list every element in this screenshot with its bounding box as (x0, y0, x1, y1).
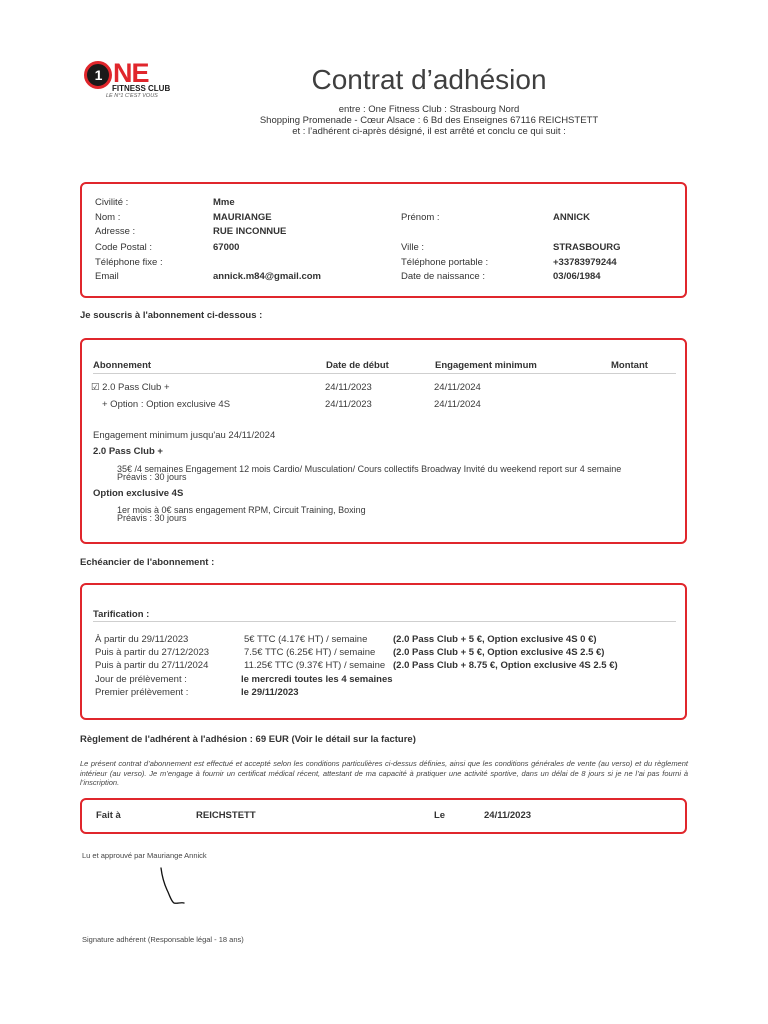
tel-port-label: Téléphone portable : (401, 257, 489, 268)
subscription-heading: Je souscris à l'abonnement ci-dessous : (80, 310, 263, 321)
premier-prelevement-value: le 29/11/2023 (241, 687, 299, 698)
ville-value: STRASBOURG (553, 242, 621, 253)
one-fitness-logo: 1 NE FITNESS CLUB LE N°1 C'EST VOUS (84, 58, 184, 100)
schedule-row-detail: (2.0 Pass Club + 5 €, Option exclusive 4S 0 €) (393, 634, 597, 645)
page-title: Contrat d’adhésion (311, 64, 547, 95)
contract-intro: entre : One Fitness Club : Strasbourg Nord Shopping Promenade - Cœur Alsace : 6 Bd des Enseignes 67116 REICHSTETT et : l’adhérent ci-après désigné, il est arrêté et conclu ce qui suit : (259, 104, 599, 137)
prelevement-label: Jour de prélèvement : (95, 674, 187, 685)
cp-label: Code Postal : (95, 242, 153, 253)
tarification-label: Tarification : (93, 609, 150, 620)
fait-a-value: REICHSTETT (196, 810, 256, 821)
naissance-label: Date de naissance : (401, 271, 485, 282)
table-row-option-engagement: 24/11/2024 (434, 399, 481, 410)
tel-fixe-label: Téléphone fixe : (95, 257, 163, 268)
legal-text: Le présent contrat d’abonnement est effectué et accepté selon les conditions particulières ci-dessus définies, ainsi que les conditions générales de vente (au verso) et du règlement intérieur (au verso). Je m’engage à fournir un certificat médical récent, attestant de ma capacité à pratiquer une activité sportive, dans un délai de 8 jours si je ne l’ai pas fourni à l’inscription. (80, 759, 688, 787)
approved-text: Lu et approuvé par Mauriange Annick (82, 851, 207, 860)
civilite-value: Mme (213, 197, 235, 208)
place-date-box (80, 798, 687, 834)
table-row-pass-engagement: 24/11/2024 (434, 382, 481, 393)
adresse-label: Adresse : (95, 226, 136, 237)
nom-label: Nom : (95, 212, 121, 223)
schedule-row-period: Puis à partir du 27/12/2023 (95, 647, 210, 658)
schedule-row-detail: (2.0 Pass Club + 8.75 €, Option exclusive 4S 2.5 €) (393, 660, 618, 671)
pass-description: 35€ /4 semaines Engagement 12 mois Cardio/ Musculation/ Cours collectifs Broadway Invité du weekend report sur 4 semaine (117, 464, 622, 474)
schedule-row-price: 7.5€ TTC (6.25€ HT) / semaine (244, 647, 376, 658)
table-divider (93, 373, 676, 374)
signature-image (150, 862, 195, 910)
schedule-box (80, 583, 687, 720)
col-date-debut: Date de début (326, 360, 389, 371)
prelevement-value: le mercredi toutes les 4 semaines (241, 674, 393, 685)
table-row-option-start: 24/11/2023 (325, 399, 372, 410)
table-row-pass-start: 24/11/2023 (325, 382, 372, 393)
pass-preavis: Préavis : 30 jours (117, 472, 187, 482)
signature-caption: Signature adhérent (Responsable légal - 18 ans) (82, 935, 244, 944)
tel-port-value: +33783979244 (553, 257, 617, 268)
le-value: 24/11/2023 (484, 810, 532, 821)
schedule-row-period: À partir du 29/11/2023 (95, 634, 189, 645)
pass-title: 2.0 Pass Club + (93, 446, 163, 457)
civilite-label: Civilité : (95, 197, 129, 208)
engagement-text: Engagement minimum jusqu'au 24/11/2024 (93, 430, 276, 441)
schedule-heading: Echéancier de l'abonnement : (80, 557, 215, 568)
schedule-divider (93, 621, 676, 622)
col-montant: Montant (611, 360, 648, 371)
option-title: Option exclusive 4S (93, 488, 184, 499)
prenom-value: ANNICK (553, 212, 590, 223)
le-label: Le (434, 810, 446, 821)
option-preavis: Préavis : 30 jours (117, 513, 187, 523)
ville-label: Ville : (401, 242, 425, 253)
nom-value: MAURIANGE (213, 212, 272, 223)
adresse-value: RUE INCONNUE (213, 226, 287, 237)
prenom-label: Prénom : (401, 212, 440, 223)
fait-a-label: Fait à (96, 810, 121, 821)
schedule-row-price: 11.25€ TTC (9.37€ HT) / semaine (244, 660, 386, 671)
email-label: Email (95, 271, 119, 282)
schedule-row-price: 5€ TTC (4.17€ HT) / semaine (244, 634, 368, 645)
schedule-row-period: Puis à partir du 27/11/2024 (95, 660, 209, 671)
naissance-value: 03/06/1984 (553, 271, 601, 282)
email-value: annick.m84@gmail.com (213, 271, 321, 282)
cp-value: 67000 (213, 242, 240, 253)
reglement-text: Règlement de l'adhérent à l'adhésion : 69 EUR (Voir le détail sur la facture) (80, 734, 416, 745)
col-engagement: Engagement minimum (435, 360, 537, 371)
member-info-box (80, 182, 687, 298)
table-row-pass-name: ☑ 2.0 Pass Club + (91, 382, 170, 393)
schedule-row-detail: (2.0 Pass Club + 5 €, Option exclusive 4S 2.5 €) (393, 647, 605, 658)
premier-prelevement-label: Premier prélèvement : (95, 687, 189, 698)
col-abonnement: Abonnement (93, 360, 152, 371)
subscription-box (80, 338, 687, 544)
option-description: 1er mois à 0€ sans engagement RPM, Circuit Training, Boxing (117, 505, 366, 515)
table-row-option-name: + Option : Option exclusive 4S (102, 399, 231, 410)
